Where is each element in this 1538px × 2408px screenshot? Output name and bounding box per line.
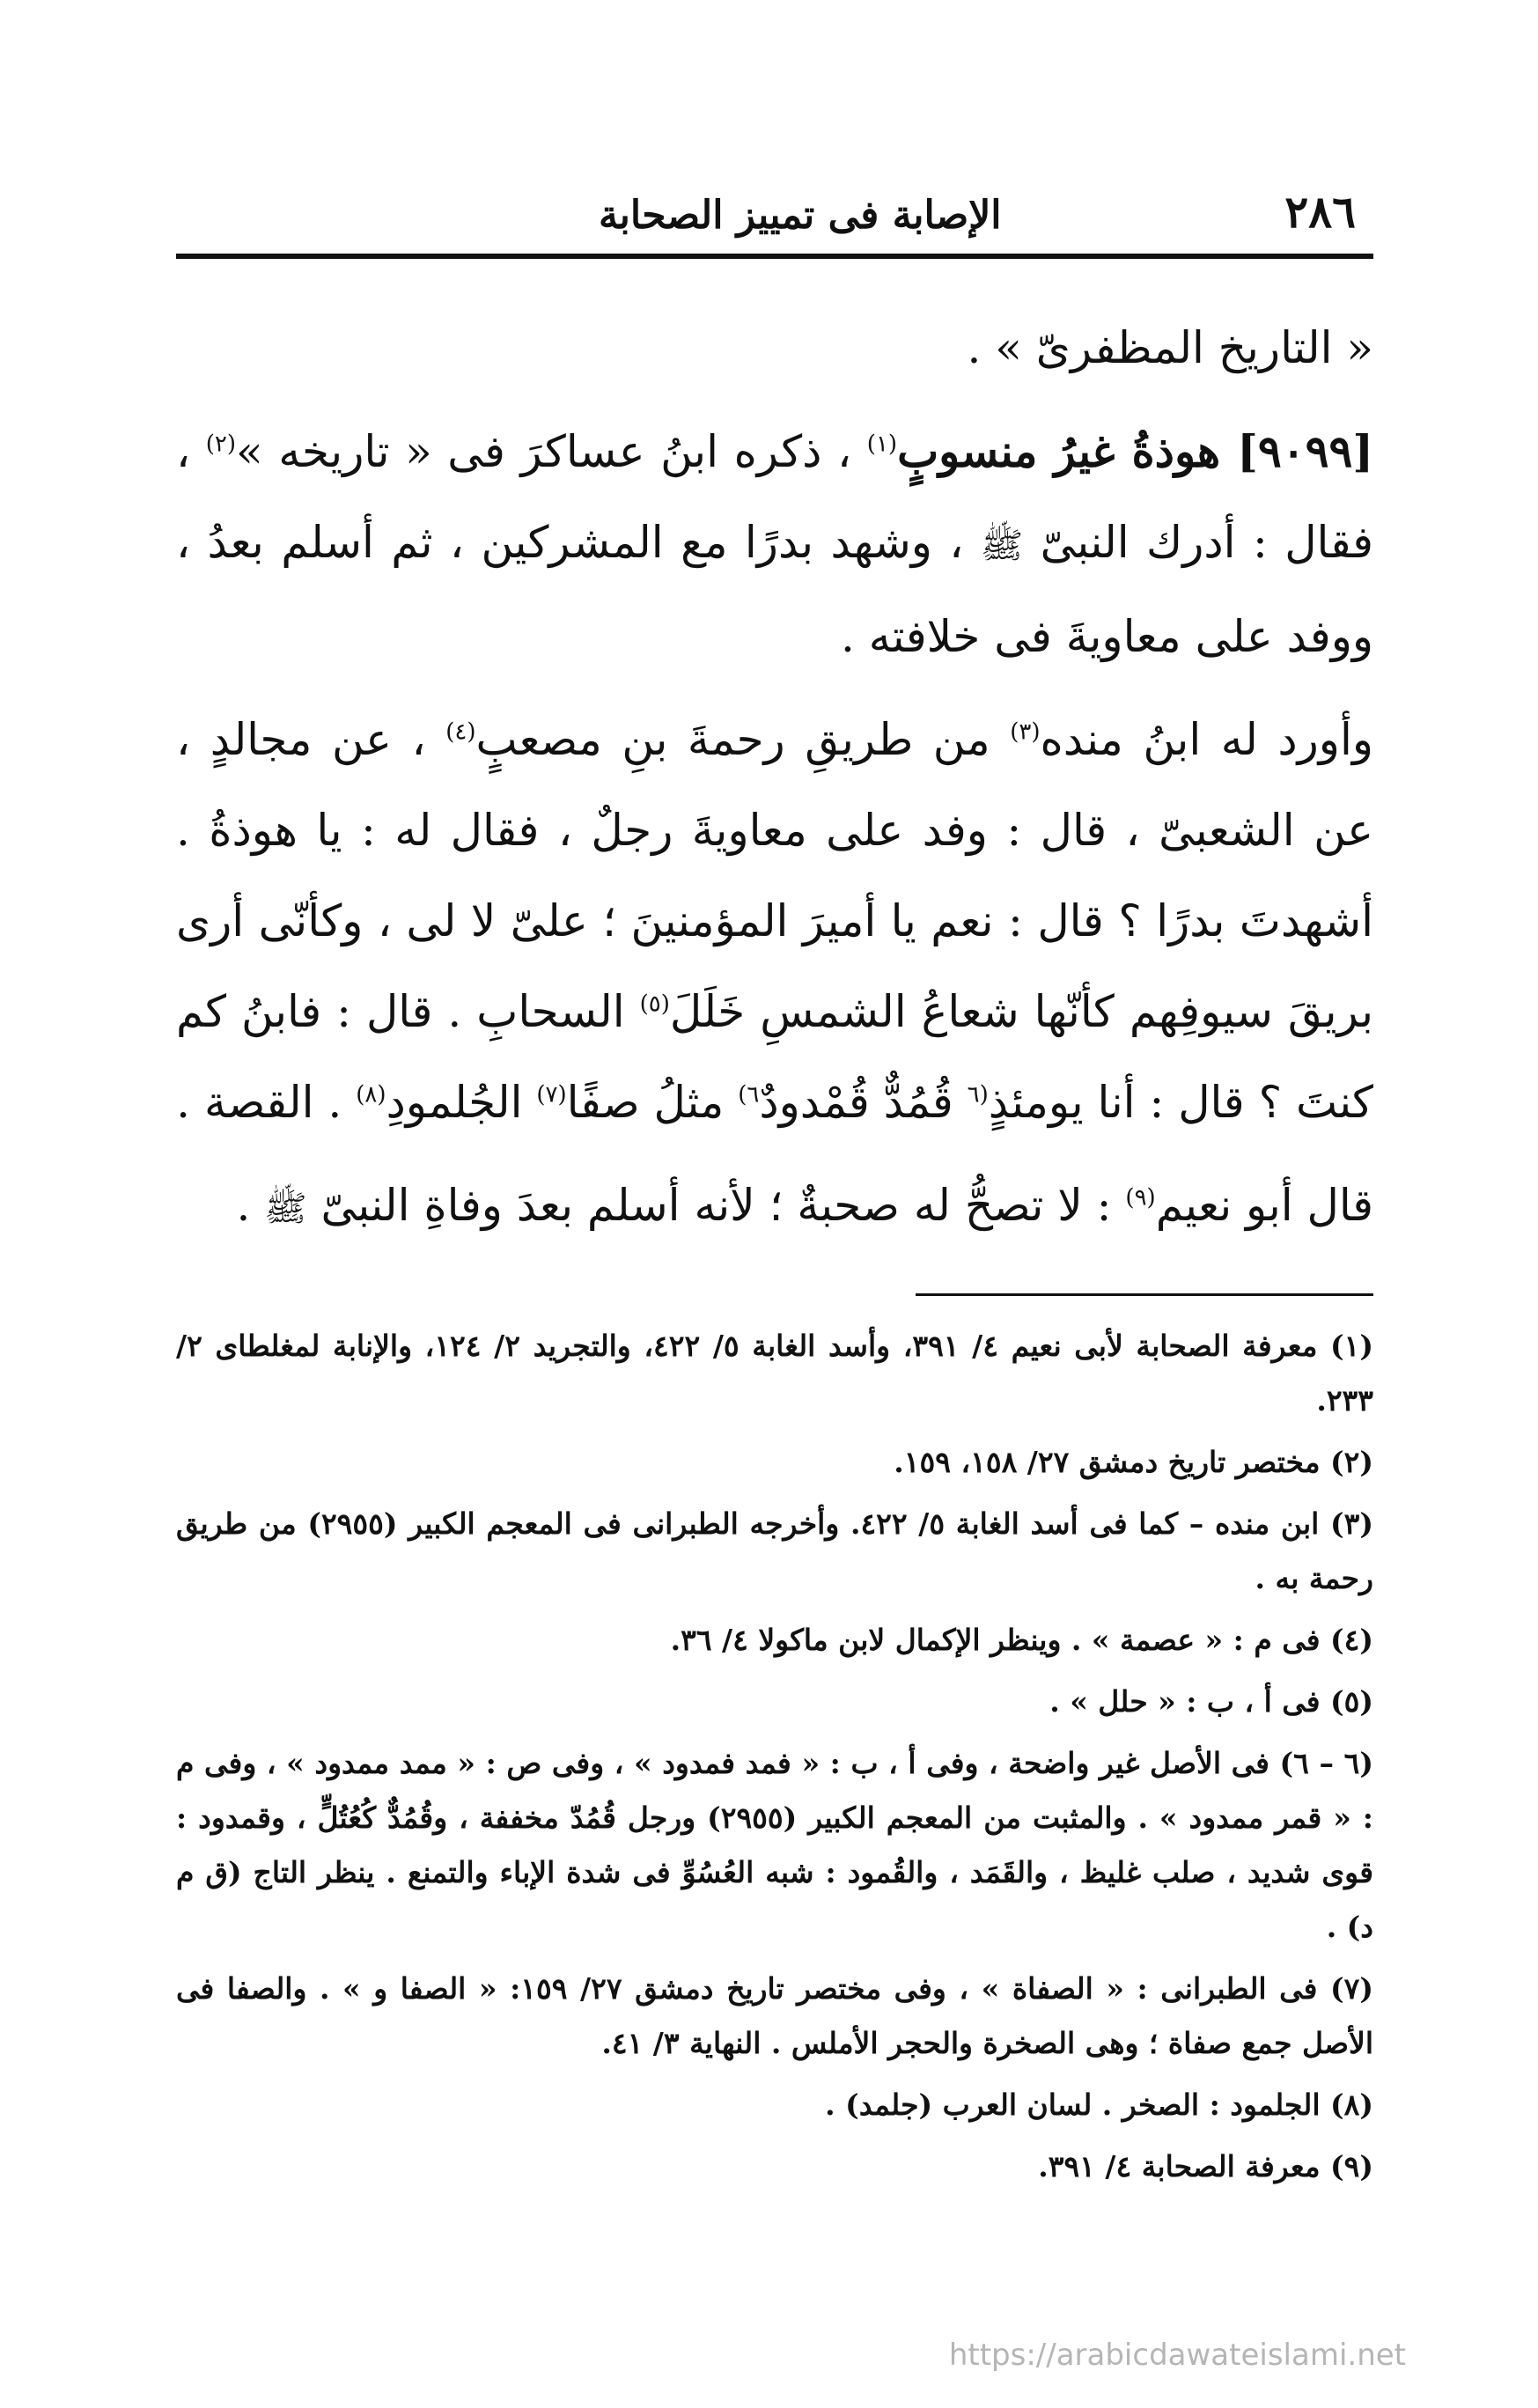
paragraph-2-text-a: ، ذكره ابنُ عساكرَ فى « تاريخه » [236,426,852,477]
footnote-ref-5: (٥) [639,990,670,1018]
footnote-3: (٣) ابن منده – كما فى أسد الغابة ٥/ ٤٢٢. وأخرجه الطبرانى فى المعجم الكبير (٢٩٥٥) من طريق رحمة به . [176,1506,1373,1595]
header-rule [176,254,1373,259]
paragraph-1: « التاريخ المظفرىّ » . [967,322,1373,373]
paragraph-3-text-a: وأورد له ابنُ منده [1040,714,1373,765]
paragraph-3-text-b: من طريقِ رحمةَ بنِ مصعبٍ [475,714,990,765]
paragraph-4-text-a: قال أبو نعيم [1155,1180,1373,1231]
footnote-ref-1: (١) [866,431,898,458]
book-title: الإصابة فى تمييز الصحابة [599,193,1002,238]
paragraph-2-text-c: ، وشهد بدرًا مع المشركين ، ثم أسلم بعدُ ، ووفد على معاويةَ فى خلافته . [176,517,1373,662]
footnote-1: (١) معرفة الصحابة لأبى نعيم ٤/ ٣٩١، وأسد الغابة ٥/ ٤٢٢، والتجريد ٢/ ١٢٤، والإنابة لمغلطاى ٢/ ٢٣٣. [176,1329,1374,1418]
paragraph-3-text-e: قُمُدٌّ قُمْدودٌ [759,1077,953,1128]
paragraph-2-text-b: ، فقال : أدرك النبىّ [176,426,1373,568]
paragraph-4-text-b: : لا تصحُّ له صحبةٌ ؛ لأنه أسلم بعدَ وفاةِ النبىّ [320,1180,1112,1231]
main-text [176,303,1373,1255]
footnote-ref-3: (٣) [1010,718,1041,746]
book-page [176,150,1373,2307]
footnotes [176,1319,1373,2194]
paragraph-3-text-g: الجُلمودِ [386,1077,523,1128]
paragraph-3-text-c: ، عن مجالدٍ ، عن الشعبىّ ، قال : وفد على معاويةَ رجلٌ ، فقال له : يا هوذةُ . أشهدتَ بدرًا ؟ قال : نعم يا أميرَ المؤمنينَ ؛ علىّ لا لى ، وكأنّى أرى بريقَ سيوفِهم كأنّها شعاعُ الشمسِ خَلَلَ [176,714,1373,1037]
footnote-9: (٩) معرفة الصحابة ٤/ ٣٩١. [1038,2149,1373,2183]
page-header [176,150,1373,238]
footnote-ref-6-open: (٦ [967,1081,989,1108]
paragraph-3-text-h: . القصة . [176,1077,342,1128]
footnote-rule [916,1293,1373,1296]
footnote-5: (٥) فى أ ، ب : « حلل » . [1049,1684,1373,1719]
footnote-7: (٧) فى الطبرانى : « الصفاة » ، وفى مختصر تاريخ دمشق ٢٧/ ١٥٩: « الصفا و » . والصفا فى الأصل جمع صفاة ؛ وهى الصخرة والحجر الأملس . النهاية ٣/ ٤١. [176,1971,1374,2060]
paragraph-2 [176,406,1373,682]
footnote-ref-4: (٤) [445,718,476,746]
honorific-glyph: ﷺ [980,526,1024,566]
footnote-8: (٨) الجلمود : الصخر . لسان العرب (جلمد) . [825,2088,1373,2122]
honorific-glyph-2: ﷺ [264,1189,307,1229]
footnote-ref-2: (٢) [205,431,237,458]
footnote-ref-7: (٧) [536,1081,567,1108]
footnote-4: (٤) فى م : « عصمة » . وينظر الإكمال لابن ماكولا ٤/ ٣٦. [670,1623,1373,1657]
page-number: ٢٨٦ [1284,186,1356,238]
footnote-2: (٢) مختصر تاريخ دمشق ٢٧/ ١٥٨، ١٥٩. [894,1445,1373,1479]
footnote-ref-8: (٨) [356,1081,386,1108]
watermark-url: https://arabicdawateislami.net [948,2338,1406,2373]
paragraph-3-text-f: مثلُ صفًا [566,1077,725,1128]
entry-heading: [٩٠٩٩] هوذةُ غيرُ منسوبٍ [897,425,1373,477]
paragraph-4-end: . [236,1180,251,1231]
footnote-ref-9: (٩) [1125,1184,1156,1211]
paragraph-4 [176,1160,1373,1255]
paragraph-3 [176,695,1373,1148]
footnote-ref-6-close: ٦) [738,1081,760,1108]
paragraph-3-text-d: السحابِ . قال : فابنُ كم كنتَ ؟ قال : أنا يومئذٍ [176,986,1373,1128]
footnote-6: (٦ – ٦) فى الأصل غير واضحة ، وفى أ ، ب : « فمد فمدود » ، وفى ص : « ممد ممدود » ، وفى م : « قمر ممدود » . والمثبت من المعجم الكبير (٢٩٥٥) ورجل قُمُدّ مخففة ، وقُمُدٌّ كُعُتُلٍّ ، وقمدود : قوى شديد ، صلب غليظ ، والقَمَد ، والقُمود : شبه العُسُوِّ فى شدة الإباء والتمنع . ينظر التاج (ق م د) . [176,1746,1373,1944]
